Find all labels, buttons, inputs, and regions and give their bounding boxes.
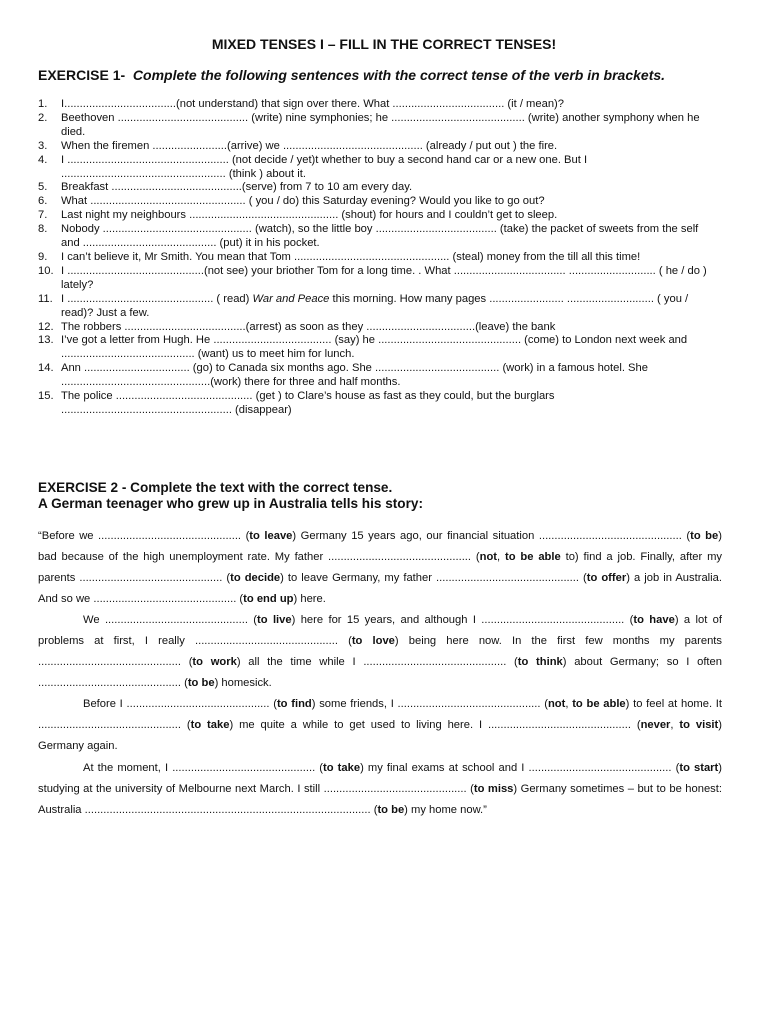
paragraph-text: ) me quite a while to get used to living here. I .............................................. ( [229, 719, 641, 732]
paragraph-text: to) find a job. Finally, after my parents .............................................. ( [38, 551, 723, 585]
verb-cue: to miss [473, 782, 514, 795]
sentence-number: 2. [38, 111, 48, 124]
sentence-number: 12. [38, 320, 54, 333]
sentence-item [38, 195, 710, 209]
exercise1-heading [38, 67, 665, 83]
exercise1-label: EXERCISE 1- [38, 67, 126, 83]
book-title: War and Peace [252, 292, 330, 305]
verb-cue: to take [190, 719, 230, 732]
verb-cue: to leave [249, 530, 293, 542]
paragraph-text: ) Germany sometimes – but to be honest: Australia ............................................................................................ ( [38, 782, 722, 816]
verb-cue: to have [633, 614, 675, 627]
sentence-item [38, 140, 710, 154]
verb-cue: to take [323, 761, 361, 774]
paragraph-text: ) my final exams at school and I .............................................. ( [360, 761, 680, 774]
verb-cue: to be [690, 530, 719, 542]
paragraph-text: ) a lot of problems at first, I really .............................................. ( [38, 614, 722, 648]
sentence-text: Breakfast ..........................................(serve) from 7 to 10 am every day. [61, 181, 413, 194]
sentence-item [38, 209, 710, 223]
verb-cue: to be able [572, 698, 626, 711]
paragraph-text: ) some friends, I .............................................. ( [311, 698, 548, 711]
sentence-item [38, 154, 710, 182]
sentence-item [38, 181, 710, 195]
sentence-text: When the firemen ........................(arrive) we ............................................. (already / put out ) the fire. [61, 139, 558, 152]
exercise2-paragraph-2 [38, 610, 722, 694]
sentence-text: I ............................................... ( read) [61, 292, 253, 305]
paragraph-text: ) all the time while I .............................................. ( [236, 656, 518, 669]
exercise1-sentence-list [38, 98, 710, 418]
sentence-text: I can’t believe it, Mr Smith. You mean that Tom .................................................. (steal) money from the till all this time! [61, 250, 641, 263]
sentence-item [38, 265, 710, 293]
sentence-number: 7. [38, 209, 48, 222]
paragraph-text: ) to feel at home. It .............................................. ( [38, 698, 723, 732]
verb-cue: not [479, 551, 498, 564]
sentence-number: 13. [38, 334, 54, 347]
sentence-text: I ............................................(not see) your briother Tom for a long time. . What .................................... ............................ ( he / do ) lately? [61, 264, 707, 291]
sentence-text: I....................................(not understand) that sign over there. What .................................... (it / mean)? [61, 98, 564, 110]
paragraph-text: ) about Germany; so I often .............................................. ( [38, 656, 722, 690]
exercise2-paragraph-1 [38, 526, 722, 610]
verb-cue: to visit [679, 719, 719, 732]
paragraph-text: ) Germany again. [38, 719, 722, 753]
sentence-text: this morning. How many pages ........................ ............................ ( you / read)? Just a few. [61, 292, 689, 319]
paragraph-text: ) homesick. [214, 677, 272, 690]
exercise2-subtitle: A German teenager who grew up in Australia tells his story: [38, 496, 423, 511]
paragraph-text: ) here for 15 years, and although I .............................................. ( [291, 614, 634, 627]
paragraph-text: ) here. [293, 593, 326, 606]
exercise2-paragraph-4 [38, 758, 722, 821]
page-title: MIXED TENSES I – FILL IN THE CORRECT TENSES! [211, 36, 557, 52]
paragraph-text: , [497, 551, 505, 564]
paragraph-text: ) bad because of the high unemployment rate. My father .............................................. ( [38, 530, 722, 564]
verb-cue: to decide [230, 572, 281, 585]
verb-cue: to be [377, 803, 405, 816]
sentence-item [38, 362, 710, 390]
exercise2-heading [38, 480, 423, 512]
exercise2-paragraph-3 [38, 694, 722, 757]
sentence-text: The police ............................................ (get ) to Clare’s house as fast as they could, but the burglars ....................................................... (disappear) [61, 390, 555, 416]
exercise2-title: EXERCISE 2 - Complete the text with the correct tense. [38, 480, 393, 495]
sentence-number: 5. [38, 181, 48, 194]
verb-cue: to end up [243, 593, 294, 606]
sentence-number: 11. [38, 292, 53, 305]
paragraph-text: , [565, 698, 573, 711]
paragraph-text: At the moment, I .............................................. ( [83, 761, 324, 774]
paragraph-text: ) to leave Germany, my father .............................................. ( [280, 572, 587, 585]
sentence-number: 14. [38, 362, 54, 375]
sentence-number: 4. [38, 153, 48, 166]
paragraph-text: ) Germany 15 years ago, our financial situation .............................................. ( [292, 530, 691, 542]
sentence-number: 3. [38, 139, 48, 152]
sentence-item [38, 293, 710, 321]
paragraph-text: ) my home now.” [404, 803, 487, 816]
verb-cue: never [640, 719, 671, 732]
sentence-number: 1. [38, 98, 48, 110]
sentence-text: The robbers .......................................(arrest) as soon as they ...................................(leave) the bank [61, 320, 556, 333]
sentence-number: 6. [38, 195, 48, 208]
paragraph-text: “Before we .............................................. ( [38, 530, 250, 542]
sentence-number: 15. [38, 390, 54, 403]
sentence-item [38, 390, 710, 418]
verb-cue: to think [517, 656, 563, 669]
sentence-item [38, 251, 710, 265]
sentence-item [38, 321, 710, 335]
paragraph-text: ) studying at the university of Melbourne next March. I still .............................................. ( [38, 761, 722, 795]
paragraph-text: ) a job in Australia. And so we .............................................. ( [38, 572, 722, 606]
sentence-text: Ann .................................. (go) to Canada six months ago. She ........................................ (work) in a famous hotel. She ................................................(work) there for three and half months. [61, 362, 648, 389]
paragraph-text: ) being here now. In the first few months my parents .............................................. ( [38, 635, 722, 669]
sentence-text: I .................................................... (not decide / yet)t whether to buy a second hand car or a new one. But I ..................................................... (think ) about it. [61, 153, 588, 180]
sentence-item [38, 112, 710, 140]
sentence-text: I’ve got a letter from Hugh. He ...................................... (say) he .............................................. (come) to London next week and ........................................... (want) us to meet him for lunch. [61, 334, 688, 361]
verb-cue: to live [257, 614, 292, 627]
sentence-number: 10. [38, 264, 54, 277]
verb-cue: to be able [505, 551, 561, 564]
sentence-number: 8. [38, 223, 48, 236]
verb-cue: to be [187, 677, 215, 690]
verb-cue: to find [276, 698, 312, 711]
sentence-text: Beethoven .......................................... (write) nine symphonies; he ........................................... (write) another symphony when he died. [61, 111, 700, 138]
paragraph-text: , [670, 719, 680, 732]
paragraph-text: We .............................................. ( [83, 614, 258, 627]
exercise1-instruction: Complete the following sentences with the correct tense of the verb in brackets. [132, 67, 666, 83]
exercise2-text [38, 526, 722, 821]
verb-cue: to offer [586, 572, 627, 585]
verb-cue: not [547, 698, 566, 711]
verb-cue: to start [679, 761, 719, 774]
verb-cue: to love [351, 635, 395, 648]
sentence-text: Last night my neighbours ................................................ (shout) for hours and I couldn’t get to sleep. [61, 209, 558, 222]
sentence-text: What .................................................. ( you / do) this Saturday evening? Would you like to go out? [61, 195, 545, 208]
sentence-number: 9. [38, 250, 48, 263]
paragraph-text: Before I .............................................. ( [83, 698, 277, 711]
verb-cue: to work [192, 656, 237, 669]
sentence-item [38, 98, 710, 112]
sentence-text: Nobody ................................................ (watch), so the little boy ....................................... (take) the packet of sweets from the self and ........................................... (put) it in his pocket. [61, 223, 699, 250]
sentence-item [38, 223, 710, 251]
sentence-item [38, 334, 710, 362]
